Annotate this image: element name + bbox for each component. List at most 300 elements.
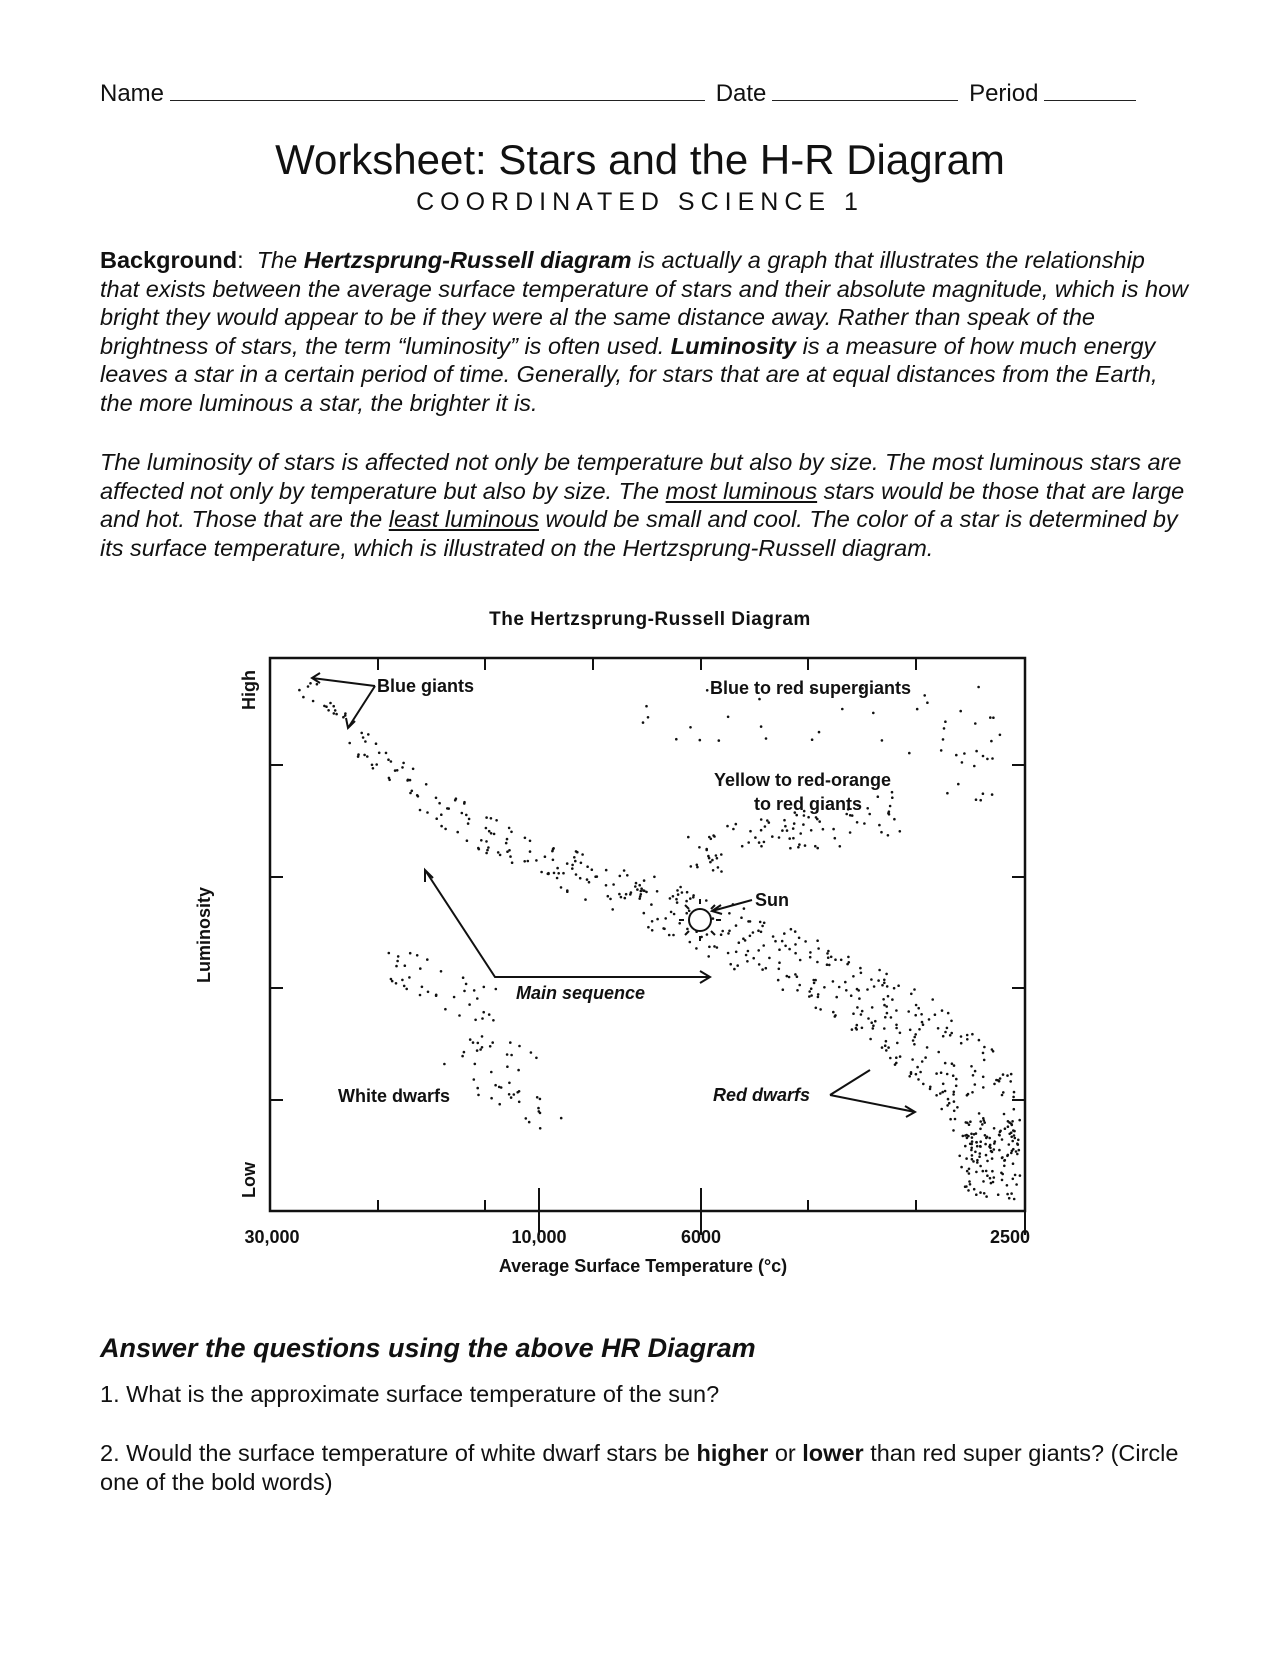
star-dot: [872, 1027, 875, 1030]
star-dot: [986, 1160, 989, 1163]
star-dot: [920, 1013, 923, 1016]
star-dot: [757, 929, 760, 932]
star-dot: [710, 838, 713, 841]
star-dot: [979, 799, 982, 802]
star-dot: [937, 1051, 940, 1054]
star-dot: [474, 1019, 477, 1022]
star-dot: [828, 964, 831, 967]
star-dot: [335, 713, 338, 716]
star-dot: [798, 937, 801, 940]
star-dot: [985, 1170, 988, 1173]
star-dot: [746, 960, 749, 963]
x-tick-6000: 6000: [680, 1227, 722, 1247]
star-dot: [989, 716, 992, 719]
star-dot: [816, 939, 819, 942]
background-paragraph: [100, 246, 1190, 417]
star-dot: [926, 1046, 929, 1049]
label-yellow-giants-1: Yellow to red-orange: [714, 770, 892, 790]
star-dot: [647, 716, 650, 719]
star-dot: [517, 1069, 520, 1072]
star-dot: [728, 930, 731, 933]
star-dot: [334, 709, 337, 712]
star-dot: [1018, 1149, 1021, 1152]
star-dot: [913, 1043, 916, 1046]
star-dot: [446, 807, 449, 810]
star-dot: [435, 797, 438, 800]
star-dot: [827, 950, 830, 953]
name-blank[interactable]: [170, 80, 705, 101]
star-dot: [581, 853, 584, 856]
star-dot: [845, 989, 848, 992]
star-dot: [888, 813, 891, 816]
star-dot: [979, 1120, 982, 1123]
star-dot: [638, 897, 641, 900]
star-dot: [975, 750, 978, 753]
star-dot: [634, 885, 637, 888]
star-dot: [650, 903, 653, 906]
star-dot: [427, 991, 430, 994]
star-dot: [760, 845, 763, 848]
star-dot: [396, 960, 399, 963]
star-dot: [910, 993, 913, 996]
star-dot: [440, 970, 443, 973]
star-dot: [867, 1017, 870, 1020]
star-dot: [811, 738, 814, 741]
star-dot: [965, 1121, 968, 1124]
star-dot: [792, 827, 795, 830]
star-dot: [834, 1015, 837, 1018]
star-dot: [645, 891, 648, 894]
star-dot: [1013, 1091, 1016, 1094]
star-dot: [605, 869, 608, 872]
star-dot: [878, 824, 881, 827]
star-dot: [440, 825, 443, 828]
star-dot: [885, 1049, 888, 1052]
star-dot: [391, 980, 394, 983]
bg-bold-luminosity: Luminosity: [670, 332, 797, 359]
sun-icon: [679, 899, 721, 941]
star-dot: [472, 1041, 475, 1044]
star-dot: [966, 1038, 969, 1041]
date-label: Date: [715, 80, 767, 107]
star-dot: [973, 765, 976, 768]
q2-option-lower[interactable]: lower: [802, 1440, 864, 1466]
star-dot: [886, 1012, 889, 1015]
star-dot: [976, 1145, 979, 1148]
star-dot: [982, 792, 985, 795]
star-dot: [696, 864, 699, 867]
star-dot: [1019, 1174, 1022, 1177]
star-dot: [388, 952, 391, 955]
star-dot: [506, 1053, 509, 1056]
star-dot: [676, 901, 679, 904]
star-dot: [1015, 1183, 1018, 1186]
star-dot: [506, 838, 509, 841]
star-dot: [527, 860, 530, 863]
hr-diagram: [180, 640, 1060, 1300]
star-dot: [378, 752, 381, 755]
star-dot: [983, 1059, 986, 1062]
q2-text-a: 2. Would the surface temperature of white dwarf stars be: [100, 1440, 697, 1466]
star-dot: [998, 1149, 1001, 1152]
star-dot: [735, 823, 738, 826]
star-dot: [983, 1046, 986, 1049]
star-dot: [476, 997, 479, 1000]
star-dot: [863, 822, 866, 825]
star-dot: [333, 712, 336, 715]
star-dot: [745, 954, 748, 957]
star-dot: [952, 1074, 955, 1077]
star-dot: [966, 1094, 969, 1097]
star-dot: [940, 1071, 943, 1074]
star-dot: [490, 817, 493, 820]
star-dot: [366, 755, 369, 758]
star-dot: [651, 920, 654, 923]
star-dot: [752, 931, 755, 934]
star-dot: [490, 832, 493, 835]
star-dot: [919, 1071, 922, 1074]
star-dot: [758, 963, 761, 966]
star-dot: [883, 982, 886, 985]
star-dot: [481, 1046, 484, 1049]
star-dot: [1011, 1120, 1014, 1123]
star-dot: [495, 819, 498, 822]
star-dot: [486, 849, 489, 852]
star-dot: [869, 1038, 872, 1041]
star-dot: [523, 860, 526, 863]
star-dot: [808, 995, 811, 998]
star-dot: [605, 884, 608, 887]
star-dot: [886, 985, 889, 988]
star-dot: [794, 930, 797, 933]
star-dot: [1015, 1150, 1018, 1153]
star-dot: [939, 1092, 942, 1095]
star-dot: [912, 1039, 915, 1042]
star-dot: [456, 831, 459, 834]
star-dot: [689, 726, 692, 729]
star-dot: [1010, 1073, 1013, 1076]
lum-text-b: stars would be those that are large and hot. Those that are the: [100, 477, 1185, 532]
star-dot: [830, 956, 833, 959]
star-dot: [485, 840, 488, 843]
star-dot: [468, 818, 471, 821]
star-dot: [729, 963, 732, 966]
star-dot: [960, 1042, 963, 1045]
annotation-arrows: [312, 673, 915, 1117]
star-dot: [689, 897, 692, 900]
star-dot: [618, 893, 621, 896]
star-dot: [793, 822, 796, 825]
star-dot: [983, 1192, 986, 1195]
star-dot: [630, 891, 633, 894]
q2-option-higher[interactable]: higher: [696, 1440, 769, 1466]
star-dot: [972, 1160, 975, 1163]
star-dot: [953, 1110, 956, 1113]
star-dot: [982, 1086, 985, 1089]
star-dot: [557, 872, 560, 875]
star-dot: [387, 758, 390, 761]
star-dot: [810, 994, 813, 997]
star-dot: [949, 1034, 952, 1037]
star-dot: [941, 1009, 944, 1012]
star-dot: [873, 985, 876, 988]
star-dot: [716, 857, 719, 860]
star-dot: [946, 1073, 949, 1076]
star-dot: [924, 1056, 927, 1059]
star-dot: [676, 889, 679, 892]
star-dot: [508, 1093, 511, 1096]
star-dot: [877, 795, 880, 798]
star-dot: [895, 1024, 898, 1027]
star-dot: [508, 849, 511, 852]
star-dot: [935, 1072, 938, 1075]
star-dot: [969, 1183, 972, 1186]
star-dot: [619, 875, 622, 878]
star-dot: [362, 736, 365, 739]
star-dot: [747, 841, 750, 844]
star-dot: [895, 1009, 898, 1012]
star-dot: [815, 1007, 818, 1010]
star-dot: [974, 1070, 977, 1073]
star-dot: [998, 1134, 1001, 1137]
star-dot: [309, 682, 312, 685]
star-dot: [952, 1093, 955, 1096]
star-dot: [973, 1188, 976, 1191]
star-dot: [525, 1117, 528, 1120]
star-dot: [1003, 1113, 1006, 1116]
star-dot: [851, 814, 854, 817]
question-2: [100, 1439, 1180, 1497]
star-dot: [880, 831, 883, 834]
star-dot: [763, 841, 766, 844]
star-dot: [934, 1013, 937, 1016]
star-dot: [1008, 1197, 1011, 1200]
star-dot: [566, 862, 569, 865]
star-dot: [916, 1066, 919, 1069]
star-dot: [921, 1021, 924, 1024]
star-dot: [584, 898, 587, 901]
star-dot: [720, 853, 723, 856]
star-dot: [950, 1032, 953, 1035]
star-dot: [950, 1020, 953, 1023]
star-dot: [728, 912, 731, 915]
bg-text-b: is actually a graph that illustrates the relationship that exists between the average surface temperature of stars and their absolute magnitude, which is how bright they would appear to be if they were al the same distance away. Rather than speak of the brightness of stars, the term “luminosity” is often used.: [100, 247, 1189, 359]
star-dot: [826, 952, 829, 955]
star-dot: [508, 827, 511, 830]
star-dot: [510, 1054, 513, 1057]
star-dot: [978, 1112, 981, 1115]
y-ticks: [270, 658, 1025, 1235]
star-dot: [760, 818, 763, 821]
star-dot: [485, 852, 488, 855]
star-dot: [419, 967, 422, 970]
x-tick-2500: 2500: [989, 1227, 1031, 1247]
star-dot: [895, 1027, 898, 1030]
star-dot: [956, 1106, 959, 1109]
star-dot: [477, 1042, 480, 1045]
star-dot: [760, 931, 763, 934]
label-red-dwarfs: Red dwarfs: [713, 1085, 811, 1105]
star-dot: [807, 816, 810, 819]
star-dot: [949, 1118, 952, 1121]
star-dot: [672, 934, 675, 937]
star-dot: [419, 994, 422, 997]
star-dot: [966, 1137, 969, 1140]
star-dot: [891, 998, 894, 1001]
star-dot: [689, 941, 692, 944]
star-dot: [964, 1134, 967, 1137]
star-dot: [814, 845, 817, 848]
page-subtitle: COORDINATED SCIENCE 1: [416, 188, 864, 216]
star-dot: [783, 932, 786, 935]
star-dot: [915, 1004, 918, 1007]
star-dot: [656, 918, 659, 921]
bg-bold-hr: Hertzsprung-Russell diagram: [303, 247, 632, 273]
star-dot: [799, 832, 802, 835]
star-dot: [591, 868, 594, 871]
star-dot: [992, 716, 995, 719]
star-dot: [918, 1028, 921, 1031]
star-dot: [390, 760, 393, 763]
star-dot: [408, 976, 411, 979]
star-dot: [959, 710, 962, 713]
star-dot: [685, 900, 688, 903]
star-dot: [440, 813, 443, 816]
star-dot: [765, 967, 768, 970]
x-tick-30000: 30,000: [244, 1227, 300, 1247]
star-dot: [443, 1063, 446, 1066]
star-dot: [411, 790, 414, 793]
star-dot: [955, 754, 958, 757]
star-dot: [388, 779, 391, 782]
star-dot: [505, 842, 508, 845]
star-dot: [1014, 1174, 1017, 1177]
star-dot: [1012, 1162, 1015, 1165]
star-dot: [473, 1078, 476, 1081]
star-dot: [782, 988, 785, 991]
star-dot: [672, 895, 675, 898]
star-dot: [510, 1096, 513, 1099]
star-dot: [552, 859, 555, 862]
star-dot: [1018, 1119, 1021, 1122]
star-dot: [529, 850, 532, 853]
period-blank[interactable]: [1044, 80, 1136, 101]
x-tick-10000: 10,000: [511, 1227, 567, 1247]
star-dot: [735, 924, 738, 927]
star-dot: [883, 979, 886, 982]
star-dot: [668, 934, 671, 937]
diagram-frame: [270, 658, 1025, 1211]
star-dot: [944, 720, 947, 723]
star-dot: [738, 941, 741, 944]
star-dot: [822, 828, 825, 831]
star-dot: [953, 1064, 956, 1067]
star-dot: [1016, 1153, 1019, 1156]
star-dot: [705, 899, 708, 902]
star-dot: [989, 1177, 992, 1180]
star-dot: [1010, 1192, 1013, 1195]
star-dot: [372, 767, 375, 770]
date-blank[interactable]: [772, 80, 958, 101]
star-dot: [985, 1154, 988, 1157]
star-dot: [426, 958, 429, 961]
star-dot: [467, 822, 470, 825]
star-dot: [1009, 1080, 1012, 1083]
star-dot: [535, 1057, 538, 1060]
star-dot: [772, 935, 775, 938]
star-dot: [406, 779, 409, 782]
star-dot: [922, 1083, 925, 1086]
star-dot: [540, 871, 543, 874]
q2-text-b: or: [768, 1440, 803, 1466]
star-dot: [688, 910, 691, 913]
star-dot: [911, 1058, 914, 1061]
star-dot: [960, 1035, 963, 1038]
star-dot: [778, 948, 781, 951]
star-dot: [885, 1005, 888, 1008]
star-dot: [537, 1107, 540, 1110]
star-dot: [681, 891, 684, 894]
star-dot: [485, 816, 488, 819]
star-dot: [768, 957, 771, 960]
star-dot: [944, 1090, 947, 1093]
star-dot: [332, 705, 335, 708]
star-dot: [872, 1024, 875, 1027]
star-dot: [1001, 1094, 1004, 1097]
star-dot: [781, 829, 784, 832]
star-dot: [975, 798, 978, 801]
star-dot: [860, 972, 863, 975]
star-dot: [881, 1046, 884, 1049]
lum-text-a: The luminosity of stars is affected not only be temperature but also by size. The most luminous stars are affected not only by temperature but also by size. The: [100, 449, 1182, 504]
star-dot: [1001, 1157, 1004, 1160]
star-dot: [970, 1147, 973, 1150]
star-dot: [799, 959, 802, 962]
star-dot: [758, 698, 761, 701]
star-dot: [1006, 1184, 1009, 1187]
star-dot: [810, 987, 813, 990]
star-dot: [510, 831, 513, 834]
star-dot: [402, 762, 405, 765]
star-dot: [635, 882, 638, 885]
star-dot: [804, 940, 807, 943]
star-dot: [720, 933, 723, 936]
star-dot: [1013, 1108, 1016, 1111]
star-dot: [562, 872, 565, 875]
star-dot: [766, 819, 769, 822]
star-dot: [846, 963, 849, 966]
star-dot: [493, 833, 496, 836]
star-dot: [708, 946, 711, 949]
star-dot: [508, 1082, 511, 1085]
star-dot: [955, 1078, 958, 1081]
star-dot: [931, 998, 934, 1001]
star-dot: [797, 846, 800, 849]
star-dot: [686, 928, 689, 931]
star-dot: [1007, 1125, 1010, 1128]
star-dot: [832, 1011, 835, 1014]
star-dot: [656, 890, 659, 893]
star-dot: [364, 740, 367, 743]
star-dot: [530, 1051, 533, 1054]
star-dot: [981, 1123, 984, 1126]
star-dot: [974, 722, 977, 725]
star-dot: [849, 831, 852, 834]
star-dot: [478, 848, 481, 851]
star-dot: [860, 1013, 863, 1016]
star-dot: [1012, 1178, 1015, 1181]
star-dot: [696, 866, 699, 869]
